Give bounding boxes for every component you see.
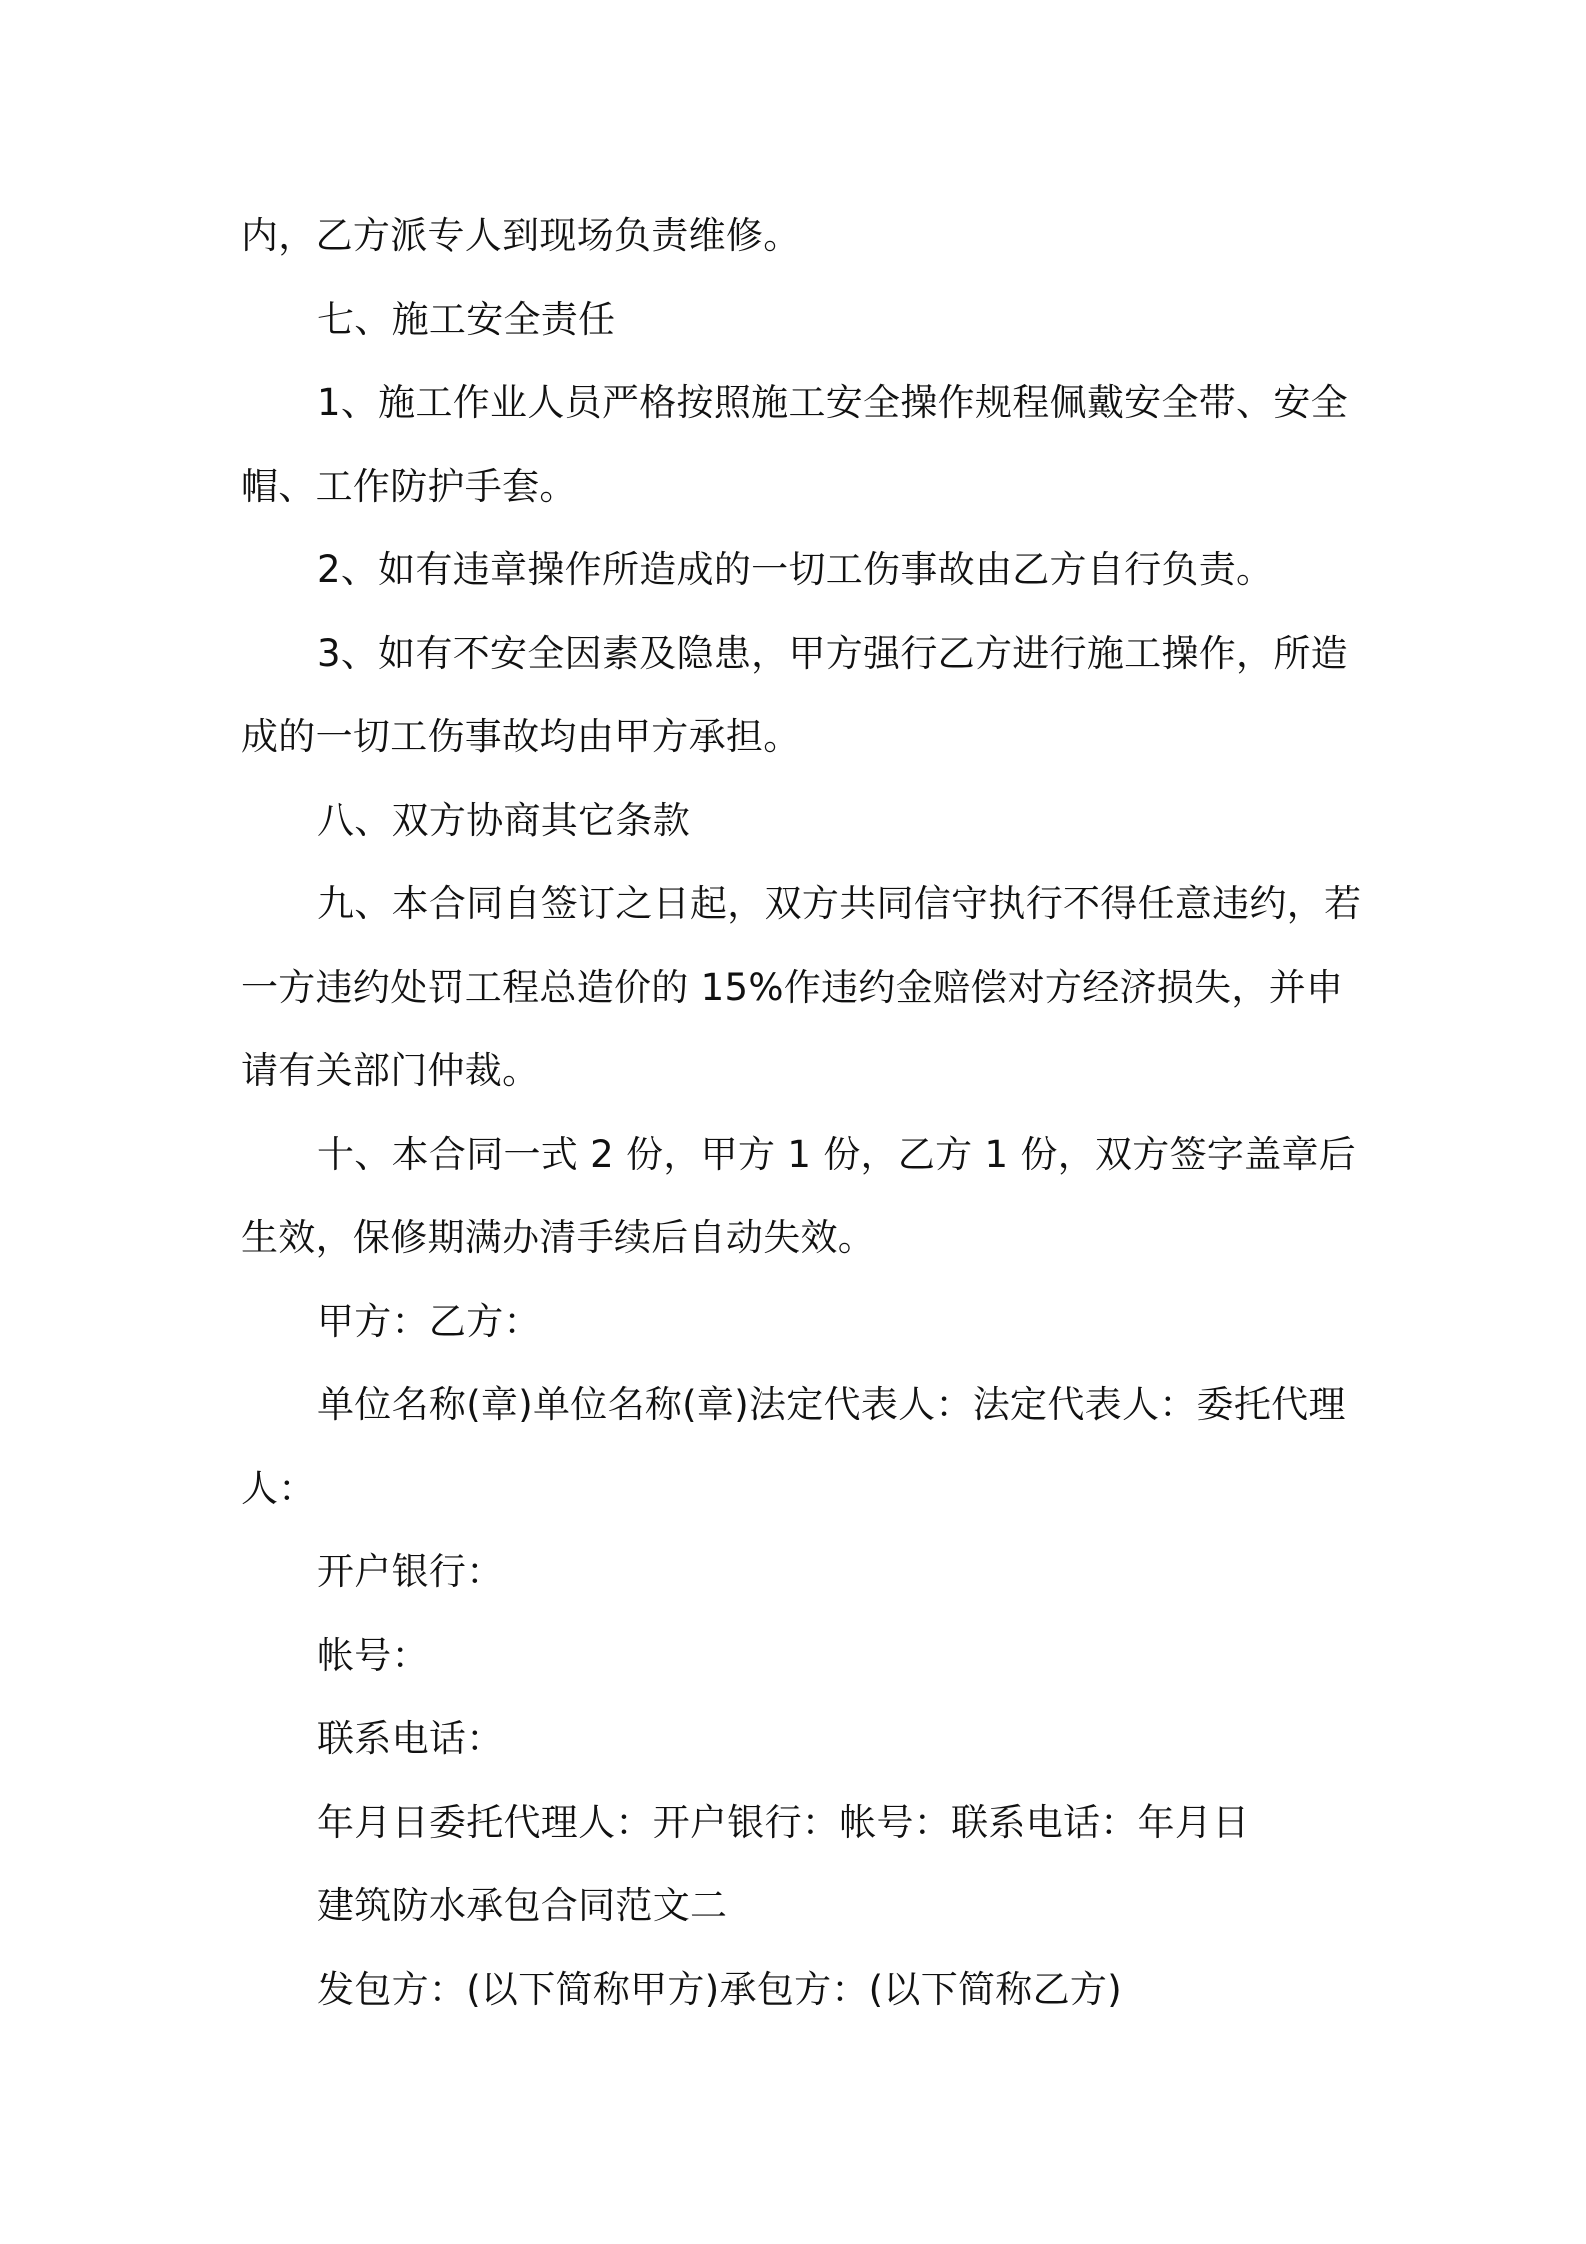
document-subtitle: 建筑防水承包合同范文二 (317, 1884, 728, 1927)
bank-field-label: 开户银行： (317, 1550, 504, 1593)
paragraph-line: 生效，保修期满办清手续后自动失效。 (241, 1216, 876, 1259)
paragraph-line: 九、本合同自签订之日起，双方共同信守执行不得任意违约，若 (317, 882, 1362, 925)
paragraph-line: 请有关部门仲裁。 (241, 1049, 540, 1092)
section-heading-8: 八、双方协商其它条款 (317, 798, 690, 842)
paragraph-line: 2、如有违章操作所造成的一切工伤事故由乙方自行负责。 (317, 548, 1274, 591)
paragraph-line: 3、如有不安全因素及隐患，甲方强行乙方进行施工操作，所造 (317, 631, 1348, 675)
signature-fields-line: 单位名称(章)单位名称(章)法定代表人：法定代表人：委托代理 (317, 1383, 1346, 1426)
paragraph-line: 十、本合同一式 2 份，甲方 1 份，乙方 1 份，双方签字盖章后 (317, 1132, 1357, 1176)
date-fields-line: 年月日委托代理人：开户银行：帐号：联系电话：年月日 (317, 1800, 1250, 1844)
paragraph-line: 内，乙方派专人到现场负责维修。 (241, 214, 801, 257)
phone-field-label: 联系电话： (317, 1717, 504, 1760)
account-field-label: 帐号： (317, 1633, 429, 1677)
signature-fields-line: 人： (241, 1466, 316, 1510)
paragraph-line: 帽、工作防护手套。 (241, 464, 577, 508)
signature-parties-line: 甲方：乙方： (317, 1299, 541, 1343)
paragraph-line: 一方违约处罚工程总造价的 15%作违约金赔偿对方经济损失，并申 (241, 965, 1344, 1009)
section-heading-7: 七、施工安全责任 (317, 297, 616, 341)
parties-line: 发包方：(以下简称甲方)承包方：(以下简称乙方) (317, 1967, 1122, 2011)
document-body (241, 194, 1362, 2031)
paragraph-line: 成的一切工伤事故均由甲方承担。 (241, 715, 801, 758)
paragraph-line: 1、施工作业人员严格按照施工安全操作规程佩戴安全带、安全 (317, 381, 1348, 424)
